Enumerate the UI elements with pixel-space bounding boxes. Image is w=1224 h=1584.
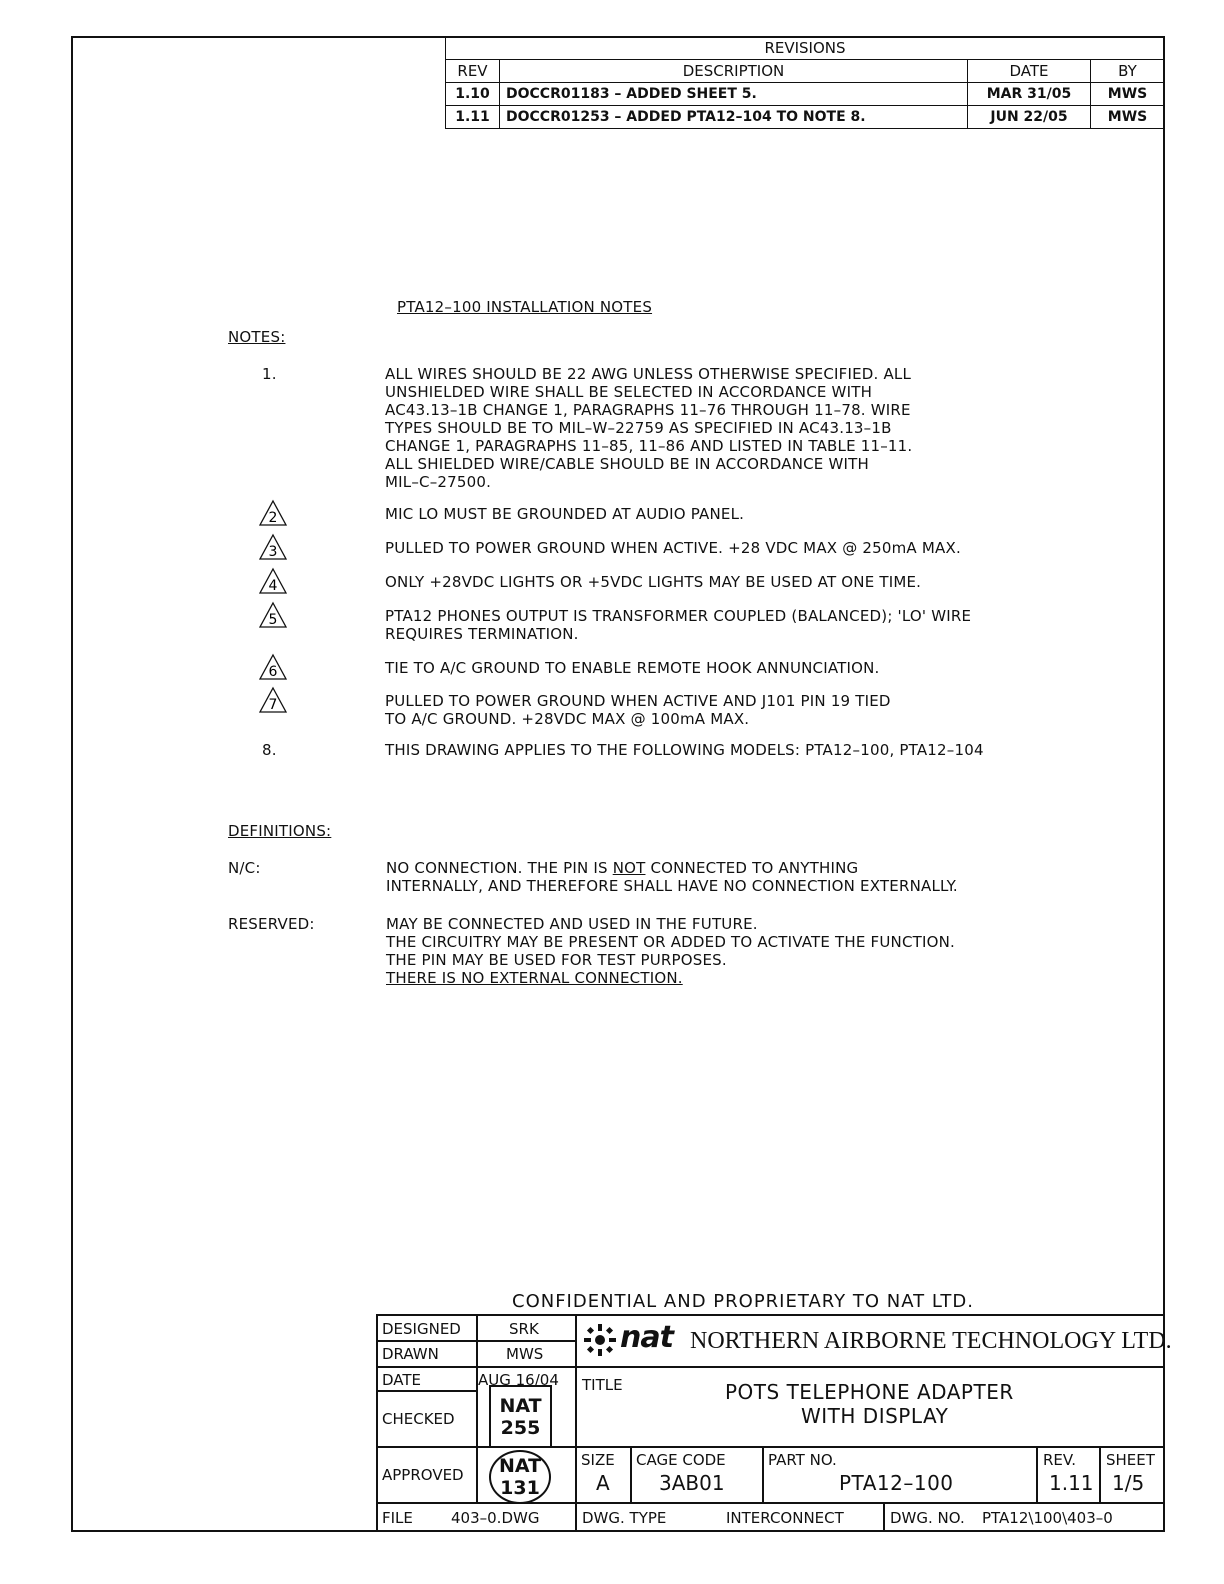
title-label: TITLE	[582, 1376, 623, 1394]
dwg-type-value: INTERCONNECT	[726, 1509, 844, 1527]
definition-reserved-line: THERE IS NO EXTERNAL CONNECTION.	[386, 969, 683, 987]
by-cell: MWS	[1091, 83, 1165, 106]
note-number: 2	[268, 510, 278, 526]
designed-value: SRK	[509, 1320, 539, 1338]
table-row	[446, 83, 1165, 106]
dwg-no-value: PTA12\100\403–0	[982, 1509, 1113, 1527]
by-header: BY	[1091, 60, 1165, 83]
rev-header: REV	[446, 60, 500, 83]
drawing-title-line1: POTS TELEPHONE ADAPTER	[725, 1380, 1014, 1404]
cage-code-value: 3AB01	[659, 1471, 725, 1495]
designed-label: DESIGNED	[382, 1320, 461, 1338]
definition-term-reserved: RESERVED:	[228, 915, 315, 933]
delta-note-triangle-icon	[258, 499, 288, 527]
note-text-line: ALL WIRES SHOULD BE 22 AWG UNLESS OTHERWISE SPECIFIED. ALL	[385, 365, 912, 383]
by-cell: MWS	[1091, 106, 1165, 129]
note-number: 5	[268, 612, 278, 628]
note-text-line: TIE TO A/C GROUND TO ENABLE REMOTE HOOK ANNUNCIATION.	[385, 659, 880, 677]
cage-code-label: CAGE CODE	[636, 1451, 726, 1469]
dwg-no-label: DWG. NO.	[890, 1509, 965, 1527]
delta-note-triangle-icon	[258, 533, 288, 561]
table-row	[446, 106, 1165, 129]
delta-note-triangle-icon	[258, 653, 288, 681]
dwg-type-label: DWG. TYPE	[582, 1509, 667, 1527]
checked-label: CHECKED	[382, 1410, 455, 1428]
drawing-title-line2: WITH DISPLAY	[801, 1404, 949, 1428]
sheet-label: SHEET	[1106, 1451, 1155, 1469]
definition-nc-line	[386, 859, 858, 877]
rev-label: REV.	[1043, 1451, 1076, 1469]
date-value: AUG 16/04	[478, 1371, 559, 1389]
note-text-line: ONLY +28VDC LIGHTS OR +5VDC LIGHTS MAY BE USED AT ONE TIME.	[385, 573, 922, 591]
date-label: DATE	[382, 1371, 422, 1389]
date-header: DATE	[968, 60, 1091, 83]
note-text-line: ALL SHIELDED WIRE/CABLE SHOULD BE IN ACCORDANCE WITH	[385, 455, 869, 473]
approved-label: APPROVED	[382, 1466, 464, 1484]
note-text-line: THIS DRAWING APPLIES TO THE FOLLOWING MODELS: PTA12–100, PTA12–104	[385, 741, 984, 759]
document-title: PTA12–100 INSTALLATION NOTES	[397, 298, 653, 316]
part-no-value: PTA12–100	[839, 1471, 954, 1495]
delta-note-triangle-icon	[258, 601, 288, 629]
rev-cell: 1.10	[446, 83, 500, 106]
definition-text: NO CONNECTION. THE PIN IS	[386, 859, 613, 877]
stamp-text: 255	[500, 1417, 541, 1439]
note-number: 7	[268, 697, 278, 713]
note-text-line: TYPES SHOULD BE TO MIL–W–22759 AS SPECIFIED IN AC43.13–1B	[385, 419, 892, 437]
note-text-line: PULLED TO POWER GROUND WHEN ACTIVE AND J101 PIN 19 TIED	[385, 692, 891, 710]
drawn-label: DRAWN	[382, 1345, 439, 1363]
definition-term-nc: N/C:	[228, 859, 261, 877]
revisions-title: REVISIONS	[446, 37, 1165, 60]
drawn-value: MWS	[506, 1345, 544, 1363]
description-header: DESCRIPTION	[500, 60, 968, 83]
stamp-text: 131	[500, 1477, 540, 1499]
date-cell: MAR 31/05	[968, 83, 1091, 106]
file-label: FILE	[382, 1509, 413, 1527]
note-number: 8.	[262, 741, 277, 759]
nat-starburst-icon	[582, 1323, 622, 1359]
delta-note-triangle-icon	[258, 567, 288, 595]
size-value: A	[596, 1471, 610, 1495]
note-number: 3	[268, 544, 278, 560]
definition-emphasis: NOT	[612, 859, 646, 877]
company-name: NORTHERN AIRBORNE TECHNOLOGY LTD.	[690, 1328, 1172, 1354]
revisions-table	[445, 36, 1165, 129]
delta-note-triangle-icon	[258, 686, 288, 714]
note-text-line: PULLED TO POWER GROUND WHEN ACTIVE. +28 VDC MAX @ 250mA MAX.	[385, 539, 961, 557]
file-value: 403–0.DWG	[451, 1509, 540, 1527]
note-number: 1.	[262, 365, 277, 383]
note-text-line: TO A/C GROUND. +28VDC MAX @ 100mA MAX.	[385, 710, 750, 728]
note-number: 4	[268, 578, 278, 594]
checked-stamp	[489, 1385, 552, 1448]
description-cell: DOCCR01253 – ADDED PTA12–104 TO NOTE 8.	[500, 106, 968, 129]
note-text-line: REQUIRES TERMINATION.	[385, 625, 579, 643]
part-no-label: PART NO.	[768, 1451, 837, 1469]
note-text-line: MIL–C–27500.	[385, 473, 492, 491]
date-cell: JUN 22/05	[968, 106, 1091, 129]
description-cell: DOCCR01183 – ADDED SHEET 5.	[500, 83, 968, 106]
definition-text: CONNECTED TO ANYTHING	[645, 859, 859, 877]
note-text-line: UNSHIELDED WIRE SHALL BE SELECTED IN ACCORDANCE WITH	[385, 383, 873, 401]
confidential-notice: CONFIDENTIAL AND PROPRIETARY TO NAT LTD.	[512, 1291, 974, 1312]
rev-value: 1.11	[1049, 1471, 1094, 1495]
note-text-line: PTA12 PHONES OUTPUT IS TRANSFORMER COUPLED (BALANCED); 'LO' WIRE	[385, 607, 972, 625]
note-text-line: CHANGE 1, PARAGRAPHS 11–85, 11–86 AND LISTED IN TABLE 11–11.	[385, 437, 913, 455]
note-number: 6	[268, 664, 278, 680]
definition-nc-line: INTERNALLY, AND THEREFORE SHALL HAVE NO CONNECTION EXTERNALLY.	[386, 877, 958, 895]
definition-reserved-line: THE PIN MAY BE USED FOR TEST PURPOSES.	[386, 951, 727, 969]
rev-cell: 1.11	[446, 106, 500, 129]
stamp-text: NAT	[498, 1455, 542, 1477]
size-label: SIZE	[581, 1451, 615, 1469]
nat-logo-text: nat	[620, 1320, 673, 1355]
sheet-value: 1/5	[1112, 1471, 1145, 1495]
definitions-heading: DEFINITIONS:	[228, 822, 332, 840]
stamp-text: NAT	[499, 1395, 542, 1417]
definition-reserved-line: THE CIRCUITRY MAY BE PRESENT OR ADDED TO ACTIVATE THE FUNCTION.	[386, 933, 956, 951]
approved-stamp	[489, 1450, 551, 1504]
definition-reserved-line: MAY BE CONNECTED AND USED IN THE FUTURE.	[386, 915, 758, 933]
notes-heading: NOTES:	[228, 328, 286, 346]
note-text-line: AC43.13–1B CHANGE 1, PARAGRAPHS 11–76 THROUGH 11–78. WIRE	[385, 401, 911, 419]
note-text-line: MIC LO MUST BE GROUNDED AT AUDIO PANEL.	[385, 505, 745, 523]
